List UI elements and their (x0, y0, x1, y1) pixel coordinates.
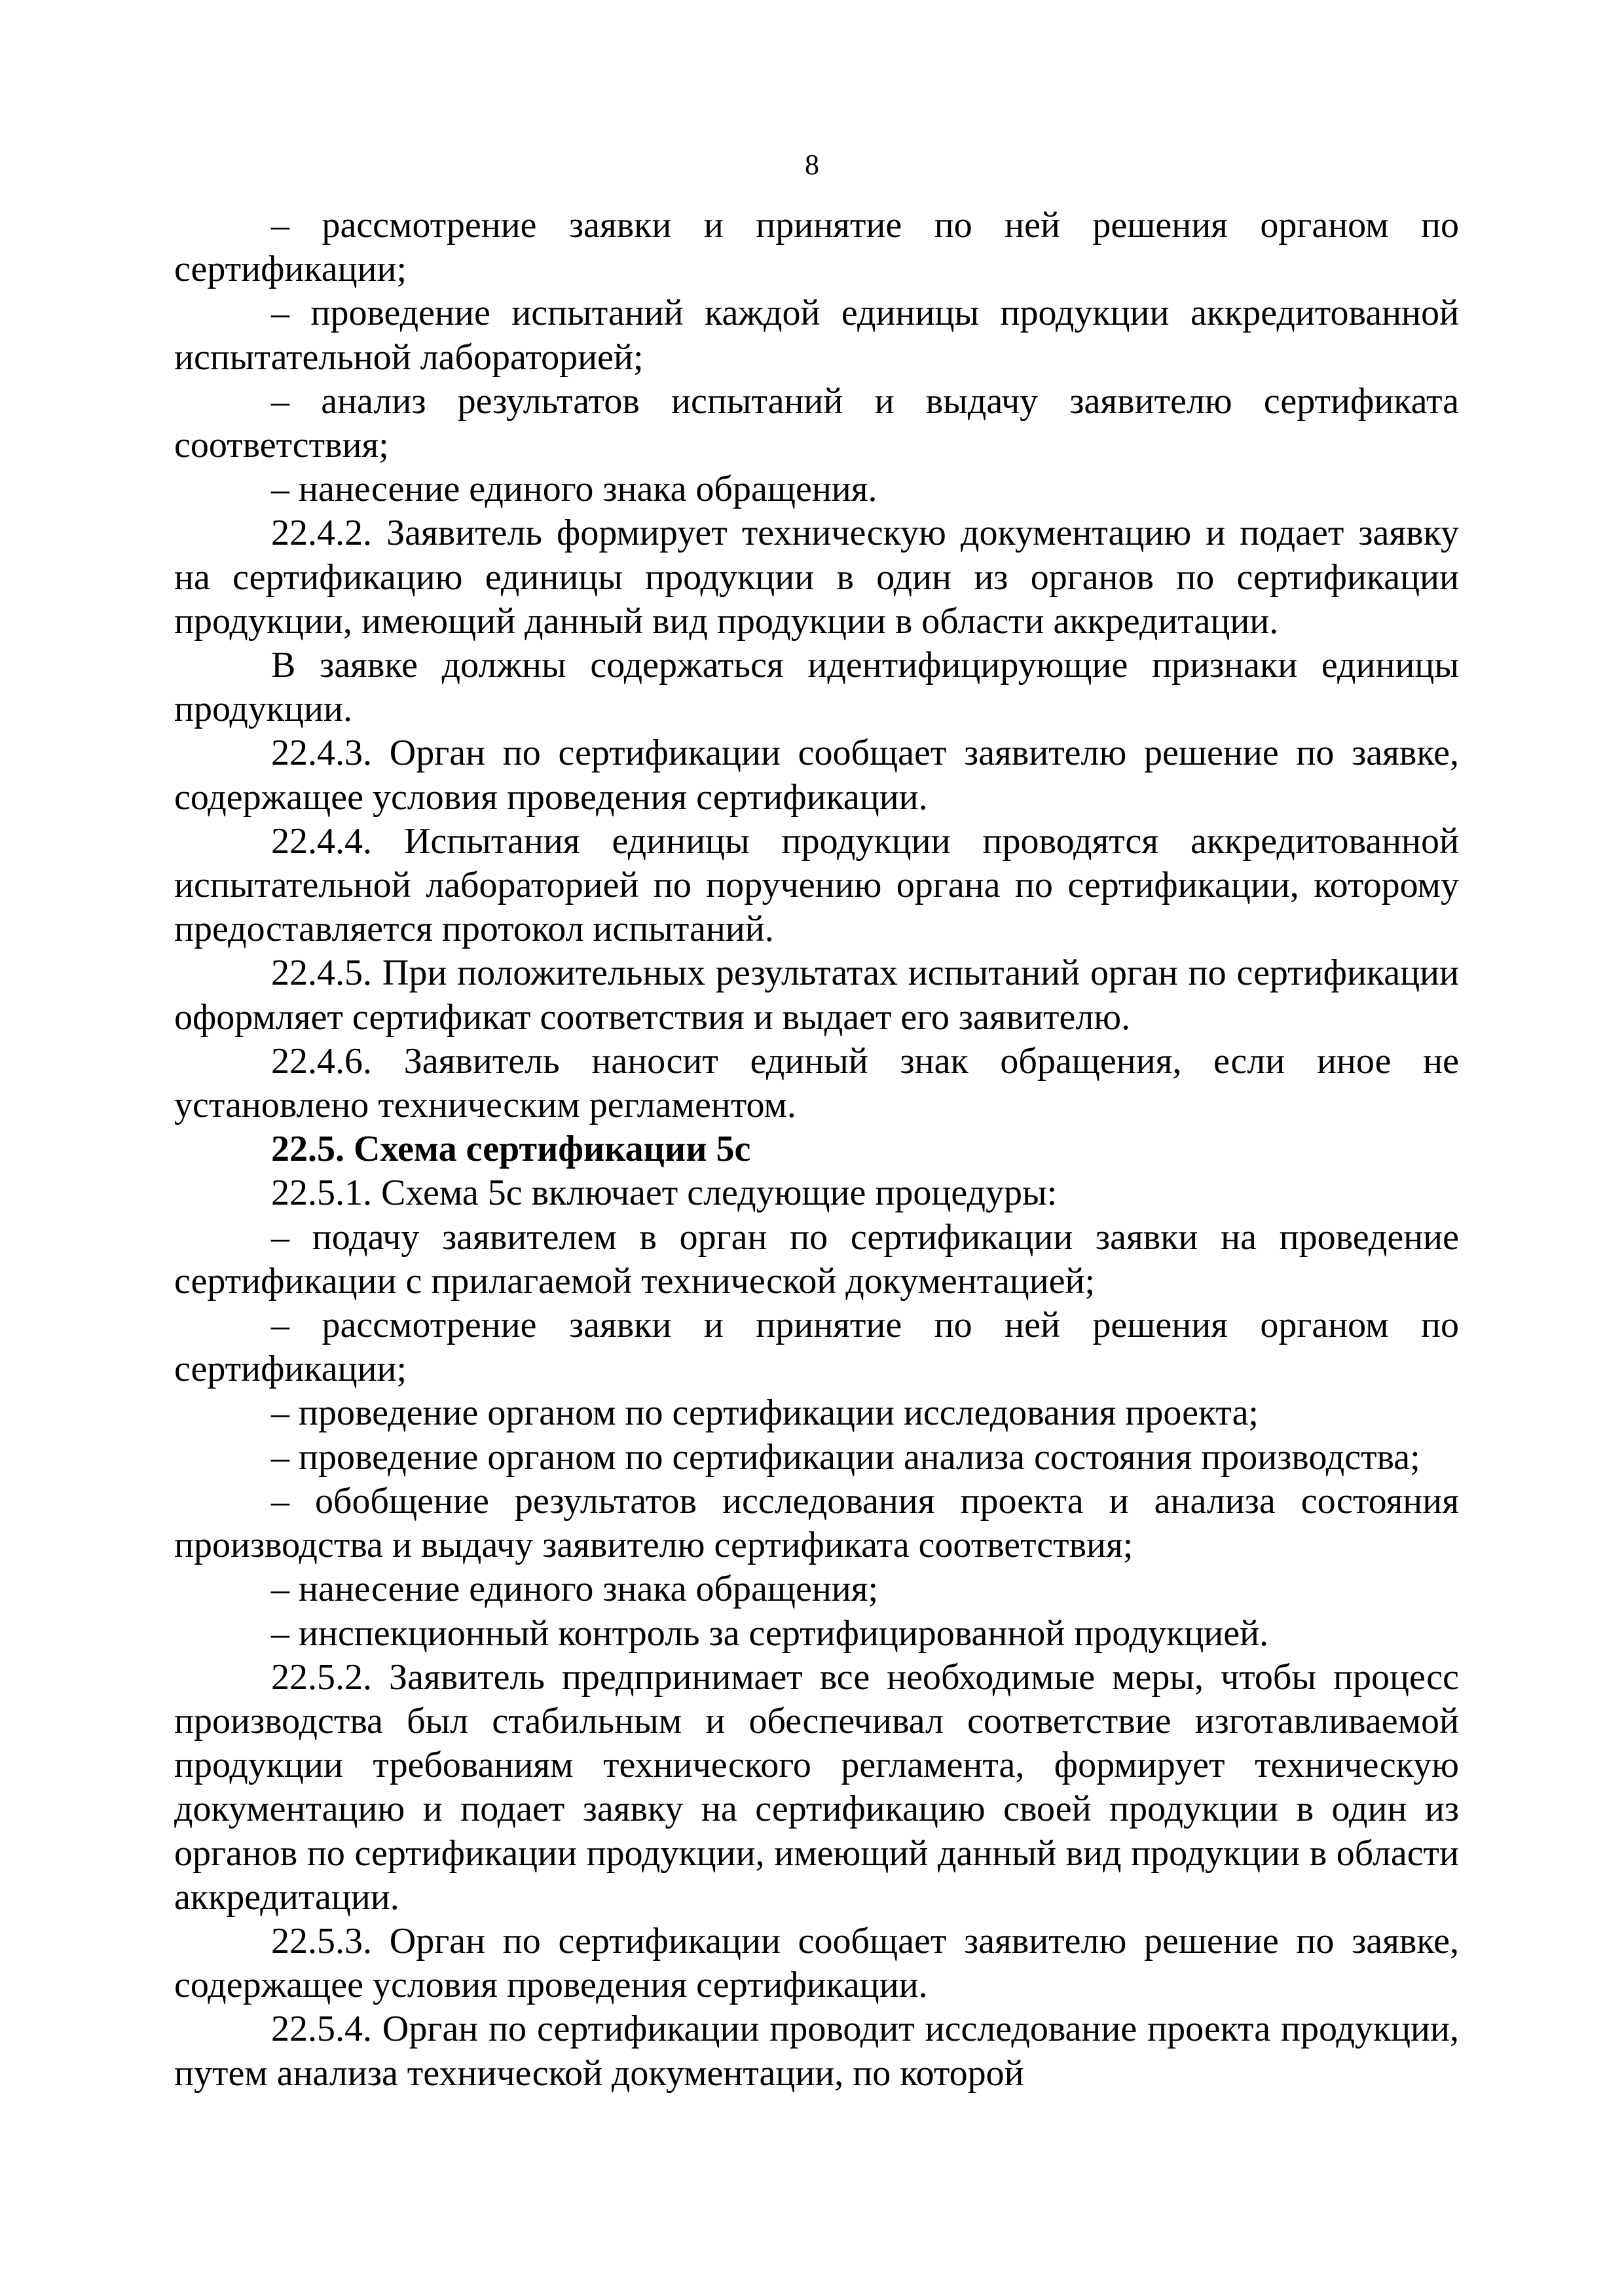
clause-22-4-6: 22.4.6. Заявитель наносит единый знак обращения, если иное не установлено техническим регламентом. (174, 1040, 1459, 1126)
clause-22-4-5: 22.4.5. При положительных результатах испытаний орган по сертификации оформляет сертификат соответствия и выдает его заявителю. (174, 953, 1459, 1038)
list-item-marking-5c: – нанесение единого знака обращения; (271, 1569, 879, 1610)
list-item-inspection: – инспекционный контроль за сертифицированной продукцией. (271, 1613, 1269, 1654)
document-body (174, 204, 1459, 2096)
list-item-review-application: – рассмотрение заявки и принятие по ней решения органом по сертификации; (174, 205, 1459, 290)
clause-22-5-1: 22.5.1. Схема 5с включает следующие процедуры: (271, 1173, 1058, 1214)
section-heading-22-5: 22.5. Схема сертификации 5с (271, 1129, 751, 1170)
clause-22-5-2: 22.5.2. Заявитель предпринимает все необходимые меры, чтобы процесс производства был стабильным и обеспечивал соответствие изготавливаемой продукции требованиям технического регламента, формирует техническую документацию и подает заявку на сертификацию своей продукции в один из органов по сертификации продукции, имеющий данный вид продукции в области аккредитации. (174, 1656, 1459, 1918)
list-item-submit-application: – подачу заявителем в орган по сертификации заявки на проведение сертификации с прилагаемой технической документацией; (174, 1216, 1459, 1302)
list-item-summary: – обобщение результатов исследования проекта и анализа состояния производства и выдачу заявителю сертификата соответствия; (174, 1480, 1459, 1566)
clause-22-4-2: 22.4.2. Заявитель формирует техническую документацию и подает заявку на сертификацию единицы продукции в один из органов по сертификации продукции, имеющий данный вид продукции в области аккредитации. (174, 513, 1459, 642)
clause-22-5-3: 22.5.3. Орган по сертификации сообщает заявителю решение по заявке, содержащее условия проведения сертификации. (174, 1920, 1459, 2006)
list-item-review-application-5c: – рассмотрение заявки и принятие по ней решения органом по сертификации; (174, 1305, 1459, 1390)
clause-22-4-3: 22.4.3. Орган по сертификации сообщает заявителю решение по заявке, содержащее условия проведения сертификации. (174, 733, 1459, 818)
page-number: 8 (805, 149, 819, 181)
clause-22-5-4: 22.5.4. Орган по сертификации проводит исследование проекта продукции, путем анализа технической документации, по которой (174, 2009, 1459, 2094)
list-item-production-analysis: – проведение органом по сертификации анализа состояния производства; (271, 1436, 1420, 1478)
list-item-testing: – проведение испытаний каждой единицы продукции аккредитованной испытательной лабораторией; (174, 293, 1459, 378)
clause-22-4-4: 22.4.4. Испытания единицы продукции проводятся аккредитованной испытательной лабораторией по поручению органа по сертификации, которому предоставляется протокол испытаний. (174, 820, 1459, 950)
list-item-marking: – нанесение единого знака обращения. (271, 469, 877, 510)
clause-22-4-2-note: В заявке должны содержаться идентифицирующие признаки единицы продукции. (174, 645, 1459, 730)
list-item-project-study: – проведение органом по сертификации исследования проекта; (271, 1393, 1259, 1434)
list-item-analysis: – анализ результатов испытаний и выдачу заявителю сертификата соответствия; (174, 380, 1459, 466)
